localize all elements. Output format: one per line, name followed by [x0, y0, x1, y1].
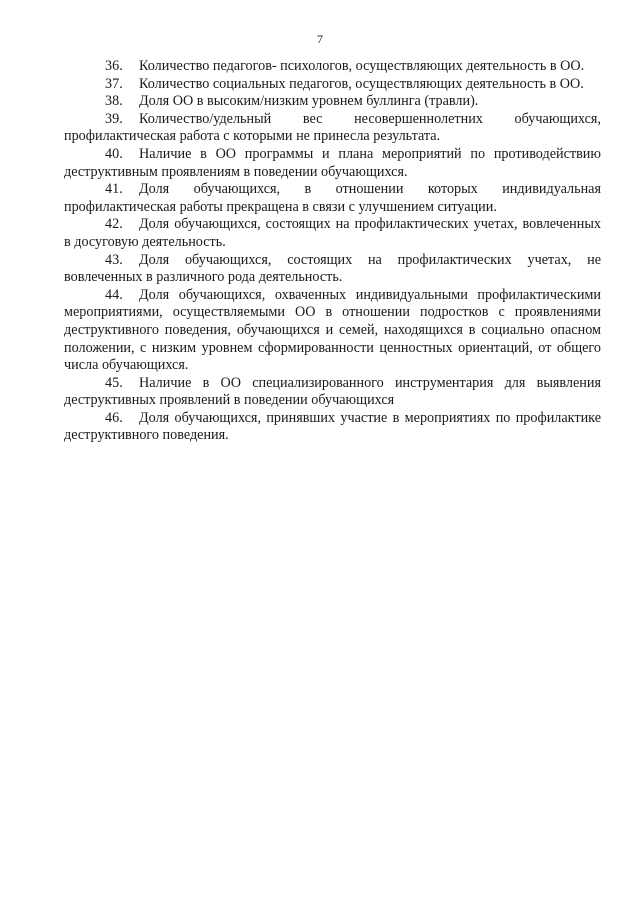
list-item: [64, 287, 601, 375]
item-number: 42.: [105, 216, 123, 233]
item-text: Доля обучающихся, в отношении которых индивидуальная профилактическая работы прекращена в связи с улучшением ситуации.: [64, 181, 601, 215]
item-number: 43.: [105, 251, 123, 268]
item-number: 40.: [105, 145, 123, 162]
list-item: [64, 93, 601, 111]
item-text: Количество педагогов- психологов, осуществляющих деятельность в ОО.: [139, 58, 585, 74]
item-text: Доля обучающихся, принявших участие в мероприятиях по профилактике деструктивного поведения.: [64, 409, 601, 444]
page-number: 7: [317, 32, 323, 46]
item-number: 37.: [105, 75, 123, 92]
item-text: Наличие в ОО специализированного инструментария для выявления деструктивных проявлений в поведении обучающихся: [64, 374, 601, 409]
item-text: Количество/удельный вес несовершеннолетних обучающихся, профилактическая работа с которыми не принесла результата.: [64, 110, 601, 145]
item-number: 41.: [105, 181, 123, 198]
item-text: Доля обучающихся, состоящих на профилактических учетах, вовлеченных в досуговую деятельность.: [64, 216, 601, 250]
document-body: [64, 58, 601, 445]
item-text: Наличие в ОО программы и плана мероприятий по противодействию деструктивным проявлениям в поведении обучающихся.: [64, 145, 601, 180]
list-item: [64, 410, 601, 445]
item-number: 46.: [105, 409, 123, 426]
list-item: [64, 76, 601, 94]
list-item: [64, 58, 601, 76]
list-item: [64, 216, 601, 251]
list-item: [64, 111, 601, 146]
item-text: Доля ОО в высоким/низким уровнем буллинга (травли).: [139, 93, 479, 110]
list-item: [64, 146, 601, 181]
item-text: Доля обучающихся, охваченных индивидуальными профилактическими мероприятиями, осуществляемыми ОО в отношении подростков с проявлениями деструктивного поведения, обучающихся и семей, находящихся в социально опасном положении, с низким уровнем сформированности ценностных ориентаций, от общего числа обучающихся.: [64, 286, 601, 374]
item-text: Доля обучающихся, состоящих на профилактических учетах, не вовлеченных в различного рода деятельность.: [64, 251, 601, 286]
item-number: 38.: [105, 93, 123, 110]
list-item: [64, 252, 601, 287]
list-item: [64, 181, 601, 216]
list-item: [64, 375, 601, 410]
item-number: 36.: [105, 58, 123, 74]
item-number: 39.: [105, 110, 123, 127]
item-text: Количество социальных педагогов, осуществляющих деятельность в ОО.: [139, 75, 584, 92]
item-number: 45.: [105, 374, 123, 391]
item-number: 44.: [105, 286, 123, 303]
